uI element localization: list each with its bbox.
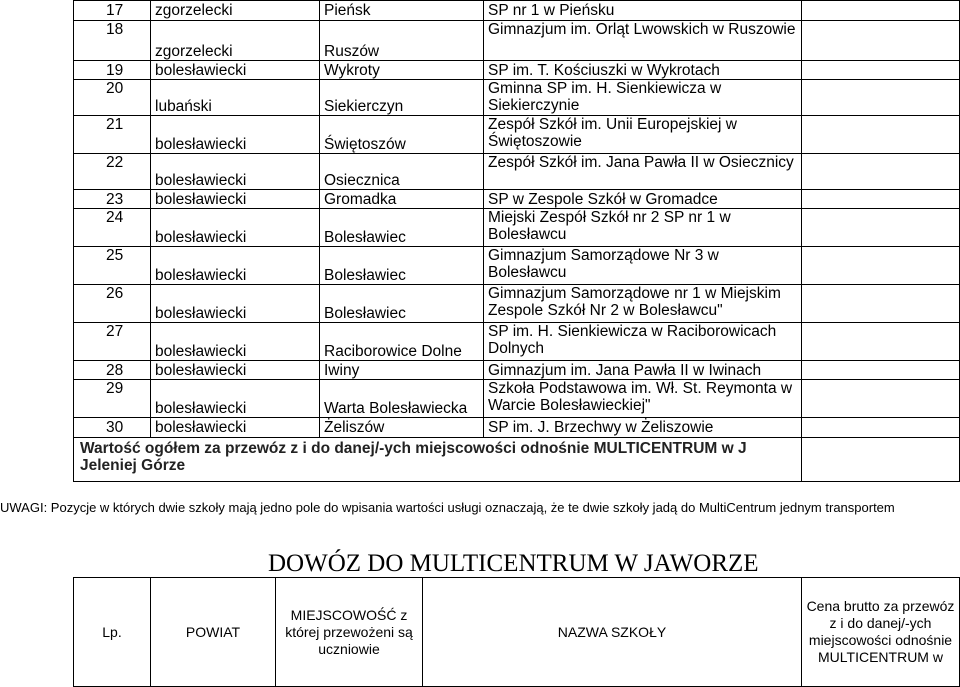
- row-miejscowosc: Warta Bolesławiecka: [320, 380, 484, 418]
- table-row: [74, 1, 960, 21]
- row-cena[interactable]: [802, 21, 960, 61]
- row-cena[interactable]: [802, 209, 960, 247]
- row-szkola: SP nr 1 w Pieńsku: [484, 1, 802, 21]
- table-row: [74, 247, 960, 285]
- row-cena[interactable]: [802, 190, 960, 209]
- row-number: 17: [74, 1, 151, 21]
- row-powiat: bolesławiecki: [151, 285, 320, 323]
- row-szkola: SP im. H. Sienkiewicza w Raciborowicach Dolnych: [484, 323, 802, 361]
- header-cena: Cena brutto za przewóz z i do danej/-ych miejscowości odnośnie MULTICENTRUM w: [802, 578, 960, 687]
- row-number: 26: [74, 285, 151, 323]
- row-miejscowosc: Pieńsk: [320, 1, 484, 21]
- row-number: 28: [74, 361, 151, 380]
- row-number: 18: [74, 21, 151, 61]
- row-powiat: bolesławiecki: [151, 116, 320, 154]
- row-cena[interactable]: [802, 380, 960, 418]
- table-row: [74, 190, 960, 209]
- row-powiat: lubański: [151, 80, 320, 116]
- row-miejscowosc: Bolesławiec: [320, 247, 484, 285]
- row-miejscowosc: Iwiny: [320, 361, 484, 380]
- row-powiat: zgorzelecki: [151, 1, 320, 21]
- row-szkola: Gimnazjum Samorządowe Nr 3 w Bolesławcu: [484, 247, 802, 285]
- row-szkola: Zespół Szkół im. Unii Europejskiej w Świętoszowie: [484, 116, 802, 154]
- row-number: 23: [74, 190, 151, 209]
- row-miejscowosc: Świętoszów: [320, 116, 484, 154]
- uwagi-note: UWAGI: Pozycje w których dwie szkoły mają jedno pole do wpisania wartości usługi oznaczają, że te dwie szkoły jadą do MultiCentrum jednym transportem: [0, 500, 895, 515]
- row-powiat: bolesławiecki: [151, 61, 320, 80]
- table-row: [74, 323, 960, 361]
- row-szkola: Gimnazjum im. Jana Pawła II w Iwinach: [484, 361, 802, 380]
- table-row: [74, 418, 960, 438]
- row-powiat: bolesławiecki: [151, 361, 320, 380]
- row-cena[interactable]: [802, 418, 960, 438]
- row-cena[interactable]: [802, 154, 960, 190]
- row-miejscowosc: Osiecznica: [320, 154, 484, 190]
- row-number: 20: [74, 80, 151, 116]
- schools-table: [73, 0, 960, 482]
- row-cena[interactable]: [802, 116, 960, 154]
- row-number: 30: [74, 418, 151, 438]
- table-row: [74, 380, 960, 418]
- row-szkola: Gimnazjum Samorządowe nr 1 w Miejskim Zespole Szkół Nr 2 w Bolesławcu": [484, 285, 802, 323]
- header-miejscowosc: MIEJSCOWOŚĆ z której przewożeni są uczniowie: [276, 578, 423, 687]
- row-cena[interactable]: [802, 285, 960, 323]
- row-cena[interactable]: [802, 1, 960, 21]
- row-szkola: Szkoła Podstawowa im. Wł. St. Reymonta w Warcie Bolesławieckiej": [484, 380, 802, 418]
- row-cena[interactable]: [802, 247, 960, 285]
- row-miejscowosc: Ruszów: [320, 21, 484, 61]
- row-miejscowosc: Gromadka: [320, 190, 484, 209]
- row-miejscowosc: Wykroty: [320, 61, 484, 80]
- header-powiat: POWIAT: [151, 578, 276, 687]
- row-cena[interactable]: [802, 361, 960, 380]
- row-number: 25: [74, 247, 151, 285]
- row-miejscowosc: Bolesławiec: [320, 209, 484, 247]
- row-powiat: bolesławiecki: [151, 154, 320, 190]
- table-row: [74, 209, 960, 247]
- row-miejscowosc: Bolesławiec: [320, 285, 484, 323]
- row-szkola: SP w Zespole Szkół w Gromadce: [484, 190, 802, 209]
- table-row: [74, 116, 960, 154]
- header-szkola: NAZWA SZKOŁY: [423, 578, 802, 687]
- table-row: [74, 61, 960, 80]
- row-powiat: bolesławiecki: [151, 209, 320, 247]
- row-miejscowosc: Żeliszów: [320, 418, 484, 438]
- total-label: Wartość ogółem za przewóz z i do danej/-ych miejscowości odnośnie MULTICENTRUM w J Jeleniej Górze: [74, 438, 802, 482]
- row-number: 19: [74, 61, 151, 80]
- row-cena[interactable]: [802, 80, 960, 116]
- total-row: [74, 438, 960, 482]
- row-szkola: Gminna SP im. H. Sienkiewicza w Siekierczynie: [484, 80, 802, 116]
- header-lp: Lp.: [74, 578, 151, 687]
- row-szkola: SP im. T. Kościuszki w Wykrotach: [484, 61, 802, 80]
- total-value-cell[interactable]: [802, 438, 960, 482]
- table-row: [74, 285, 960, 323]
- row-number: 22: [74, 154, 151, 190]
- row-powiat: bolesławiecki: [151, 323, 320, 361]
- section-title: DOWÓZ DO MULTICENTRUM W JAWORZE: [268, 550, 759, 577]
- row-powiat: bolesławiecki: [151, 247, 320, 285]
- table-row: [74, 21, 960, 61]
- row-number: 29: [74, 380, 151, 418]
- row-powiat: bolesławiecki: [151, 190, 320, 209]
- row-number: 24: [74, 209, 151, 247]
- row-szkola: Zespół Szkół im. Jana Pawła II w Osiecznicy: [484, 154, 802, 190]
- row-number: 21: [74, 116, 151, 154]
- row-powiat: zgorzelecki: [151, 21, 320, 61]
- table-row: [74, 154, 960, 190]
- row-number: 27: [74, 323, 151, 361]
- row-szkola: Miejski Zespół Szkół nr 2 SP nr 1 w Bolesławcu: [484, 209, 802, 247]
- table-row: [74, 361, 960, 380]
- row-cena[interactable]: [802, 323, 960, 361]
- row-powiat: bolesławiecki: [151, 418, 320, 438]
- header-table: [73, 577, 960, 687]
- row-szkola: SP im. J. Brzechwy w Żeliszowie: [484, 418, 802, 438]
- row-miejscowosc: Raciborowice Dolne: [320, 323, 484, 361]
- header-row: [74, 578, 960, 687]
- row-szkola: Gimnazjum im. Orląt Lwowskich w Ruszowie: [484, 21, 802, 61]
- table-row: [74, 80, 960, 116]
- row-miejscowosc: Siekierczyn: [320, 80, 484, 116]
- row-cena[interactable]: [802, 61, 960, 80]
- row-powiat: bolesławiecki: [151, 380, 320, 418]
